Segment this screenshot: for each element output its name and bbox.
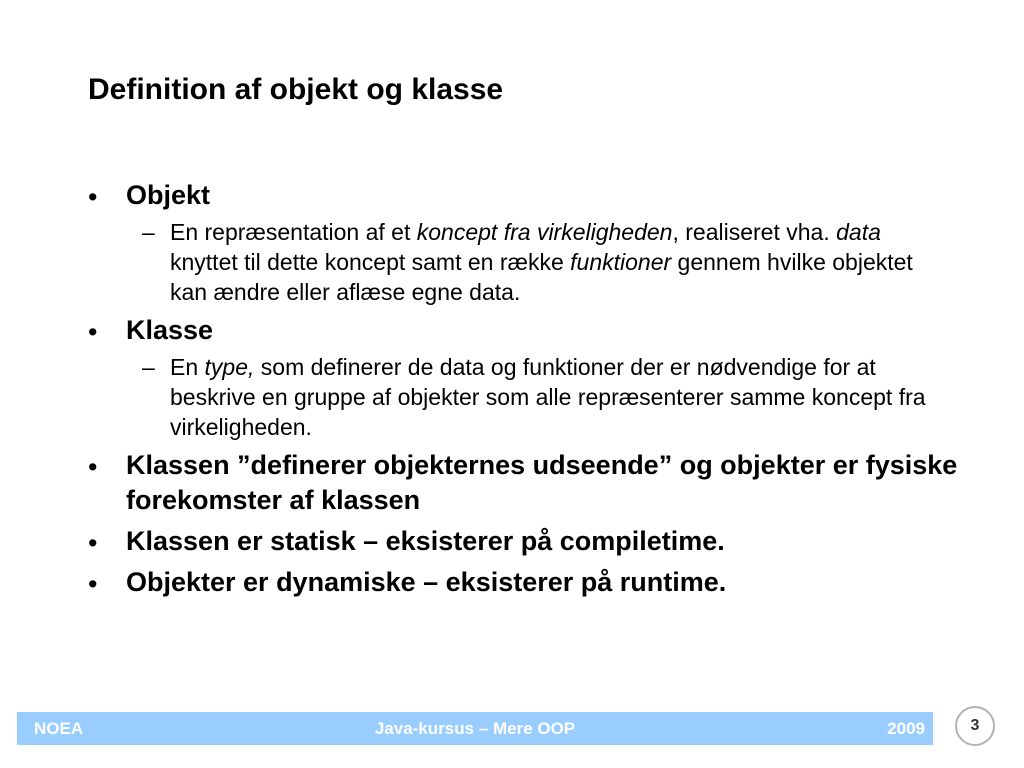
bullet-klasse-label: Klasse — [126, 315, 214, 345]
bullet-objekter-dynamiske — [0, 565, 1024, 600]
dash-marker: – — [142, 354, 155, 380]
sub-text-italic: data — [836, 219, 881, 245]
bullet-klasse — [0, 313, 1024, 348]
bullet-marker: • — [88, 569, 98, 599]
bullet-text: Klassen ”definerer objekternes udseende” og objekter er fysiske forekomster af klassen — [126, 450, 958, 515]
bullet-text: Klassen er statisk – eksisterer på compiletime. — [126, 526, 725, 556]
bullet-objekt — [0, 178, 1024, 213]
footer-course-title: Java-kursus – Mere OOP — [374, 719, 576, 738]
bullet-marker: • — [88, 182, 98, 212]
bullet-marker: • — [88, 317, 98, 347]
footer-year: 2009 — [887, 719, 925, 738]
sub-text: som definerer de data og funktioner der er nødvendige for at beskrive en gruppe af objekter som alle repræsenterer samme koncept fra virkeligheden. — [170, 354, 926, 440]
bullet-klassen-statisk — [0, 524, 1024, 559]
bullet-text: Objekter er dynamiske – eksisterer på runtime. — [126, 567, 727, 597]
bullet-list — [0, 178, 1024, 600]
bullet-objekt-label: Objekt — [126, 180, 211, 210]
sub-text: knyttet til dette koncept samt en række — [170, 249, 571, 275]
sub-bullet-klasse-definition — [0, 352, 1024, 442]
page-number-badge: 3 — [955, 706, 995, 746]
sub-text-italic: type, — [204, 354, 255, 380]
sub-bullet-objekt-definition — [0, 217, 1024, 307]
bullet-klassen-definerer — [0, 448, 1024, 518]
sub-text-italic: koncept fra virkeligheden — [416, 219, 673, 245]
bullet-marker: • — [88, 528, 98, 558]
slide-title: Definition af objekt og klasse — [88, 73, 504, 106]
sub-text: gennem hvilke objektet kan ændre eller aflæse egne data. — [170, 249, 913, 305]
bullet-marker: • — [88, 452, 98, 482]
footer-organization: NOEA — [34, 719, 84, 738]
sub-text-italic: funktioner — [570, 249, 672, 275]
sub-text: , realiseret vha. — [672, 219, 837, 245]
sub-text: En — [170, 354, 205, 380]
dash-marker: – — [142, 219, 155, 245]
footer-bar — [17, 712, 933, 745]
sub-text: En repræsentation af et — [170, 219, 417, 245]
